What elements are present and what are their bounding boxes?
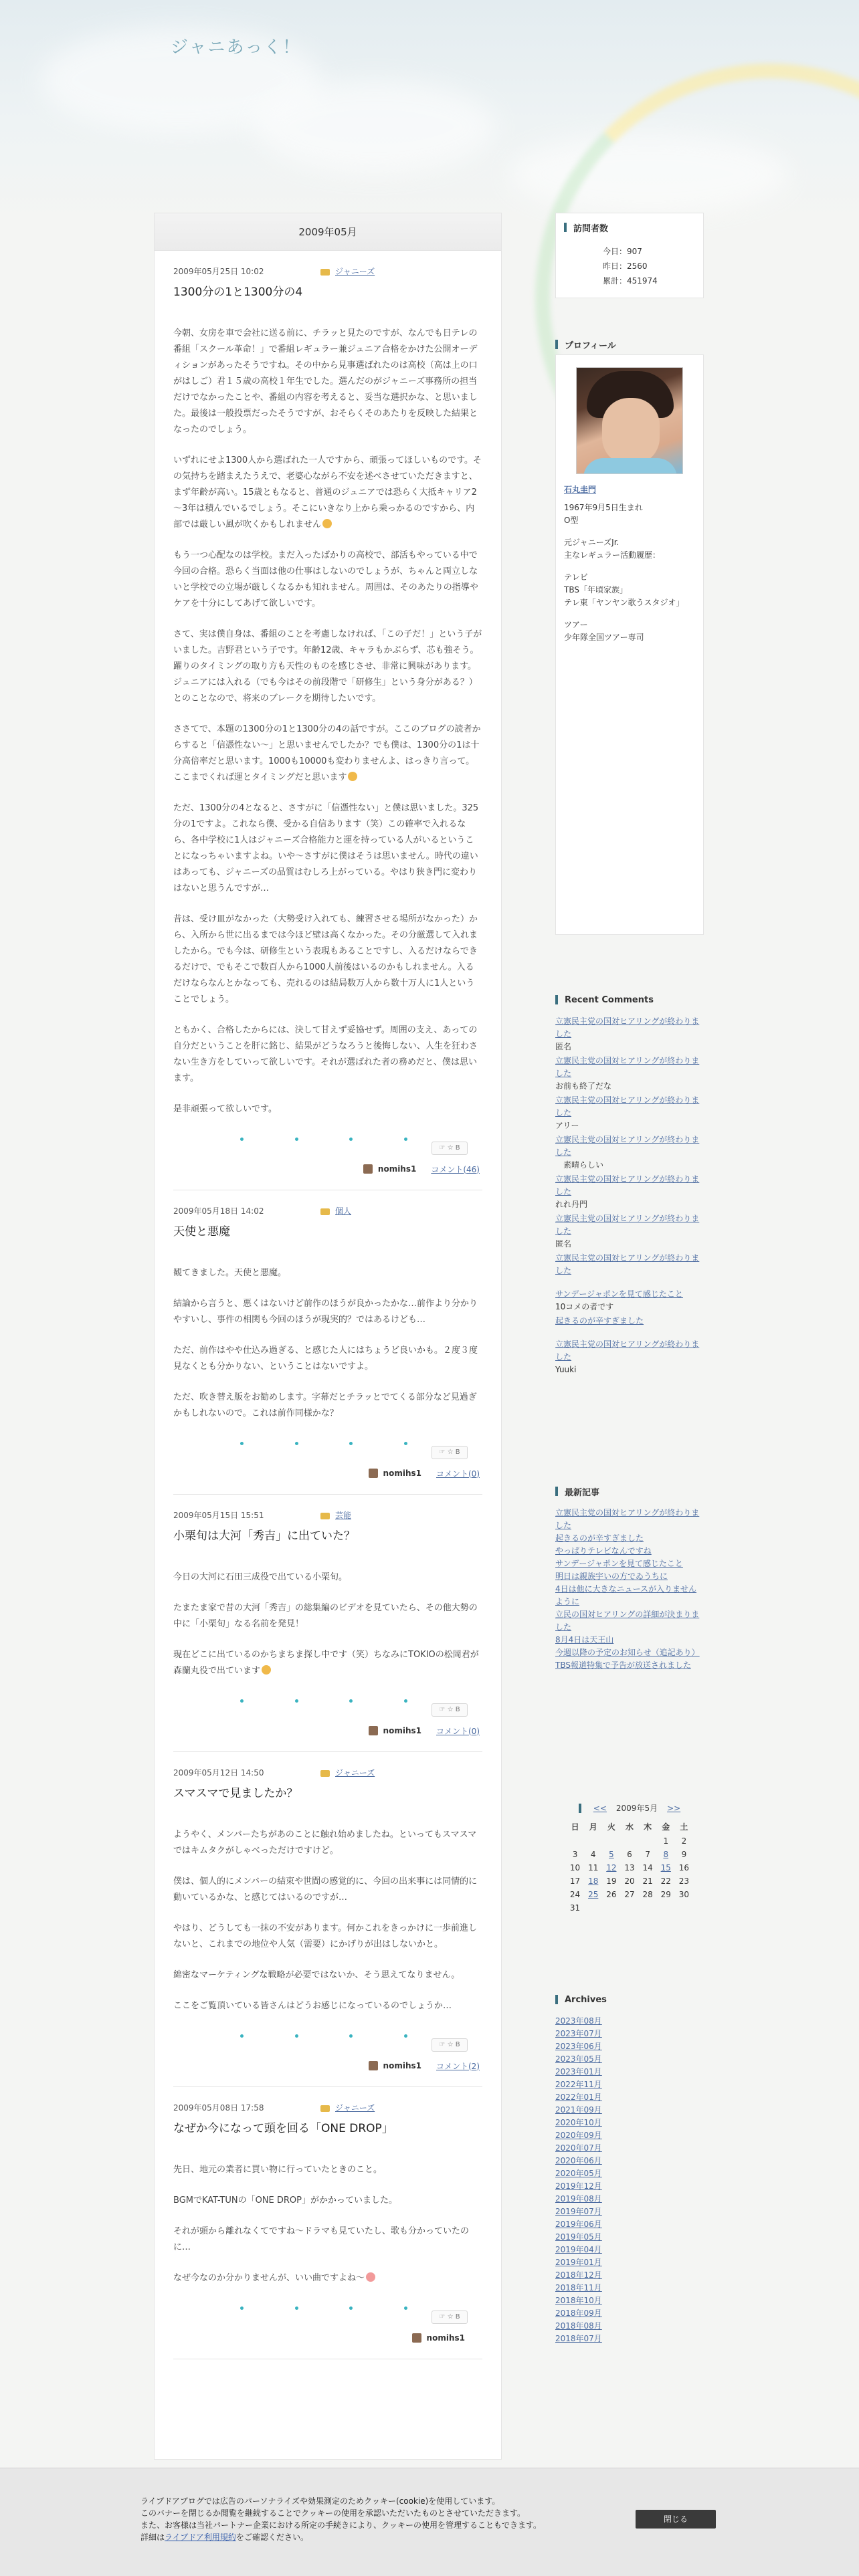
calendar-week-row xyxy=(566,1834,693,1848)
entry-paragraph: やはり、どうしても一抹の不安があります。何かこれをきっかけに一歩前進しないと、これまでの地位や人気（需要）にかげりが出はしないかと。 xyxy=(173,1923,477,1949)
share-dots xyxy=(240,2034,407,2038)
profile-line: テレ東「ヤンヤン歌うスタジオ」 xyxy=(564,598,684,607)
archive-link[interactable]: 2019年08月 xyxy=(555,2194,602,2204)
calendar-day[interactable]: 8 xyxy=(663,1850,669,1859)
archive-link[interactable]: 2020年06月 xyxy=(555,2156,602,2165)
entry-paragraph: 今朝、女房を車で会社に送る前に、チラッと見たのですが、なんでも日テレの番組「スクール革命！」で番組レギュラー兼ジュニア合格をかけた公開オーディションがあったそうですね。その中から見事選ばれたのは高校（高は上の口がはしご）君１５歳の高校１年生でした。選んだのがジャニーズ事務所の担当だけでなかったことや、番組の内容を考えると、妥当な選択かな、と思いました。最後は一般投票だったそうですが、おそらくそのあたりを反映した結果となったのでしょう。 xyxy=(173,328,478,435)
entry-category-link[interactable]: ジャニーズ xyxy=(335,267,375,276)
smile-emoji-icon xyxy=(322,519,332,528)
archive-link[interactable]: 2022年01月 xyxy=(555,2092,602,2102)
share-button[interactable]: ☞ ☆ B xyxy=(432,1142,468,1155)
entry-paragraph: 今日の大河に石田三成役で出ている小栗旬。 xyxy=(173,1572,348,1582)
calendar-day: 4 xyxy=(590,1850,596,1859)
entry-paragraph: 観てきました。天使と悪魔。 xyxy=(173,1268,287,1278)
folder-icon xyxy=(320,1513,330,1519)
calendar-week-row xyxy=(566,1874,693,1888)
entry-author: nomihs1 xyxy=(383,2061,421,2070)
calendar-day: 2 xyxy=(681,1836,687,1846)
social-share-icon[interactable] xyxy=(349,1699,353,1703)
calendar-day: 27 xyxy=(624,1890,635,1899)
archive-link[interactable]: 2020年10月 xyxy=(555,2118,602,2127)
profile-line: 元ジャニーズJr. xyxy=(564,538,619,547)
entry-category-link[interactable]: ジャニーズ xyxy=(335,1768,375,1778)
calendar-day: 7 xyxy=(645,1850,650,1859)
calendar-day xyxy=(639,1834,657,1848)
calendar-day: 11 xyxy=(588,1863,599,1872)
archive-link[interactable]: 2023年08月 xyxy=(555,2016,602,2026)
profile-name-link[interactable]: 石丸圭門 xyxy=(564,485,597,494)
calendar-day: 14 xyxy=(642,1863,653,1872)
entry-divider xyxy=(173,2086,482,2087)
share-dots xyxy=(240,1699,407,1703)
profile-details xyxy=(564,502,695,644)
share-row xyxy=(173,1436,482,1463)
header-background xyxy=(0,0,859,221)
archives-widget xyxy=(555,1990,704,2345)
share-dots xyxy=(240,1138,407,1141)
calendar-day: 20 xyxy=(624,1876,635,1886)
entry-date: 2009年05月15日 15:51 xyxy=(173,1511,264,1520)
calendar-day: 31 xyxy=(569,1903,581,1913)
archive-link[interactable]: 2020年05月 xyxy=(555,2169,602,2178)
recent-comment-item xyxy=(555,1252,704,1277)
counter-today: 今日：907 xyxy=(603,247,642,256)
entry-date: 2009年05月12日 14:50 xyxy=(173,1768,264,1778)
profile-line: ツアー xyxy=(564,620,588,629)
social-share-icon[interactable] xyxy=(349,2306,353,2310)
recent-comment-link[interactable]: 立憲民主党の国対ヒアリングが終わりました xyxy=(555,1016,700,1039)
entry-date: 2009年05月25日 10:02 xyxy=(173,267,264,276)
social-share-icon[interactable] xyxy=(240,2306,244,2310)
recent-comment-author: 素晴らしい xyxy=(555,1160,604,1170)
calendar-week-row xyxy=(566,1901,693,1915)
recent-entry-link[interactable]: やっぱりテレビなんですね xyxy=(555,1546,652,1555)
entry-meta xyxy=(173,1205,482,1216)
share-dots xyxy=(240,1442,407,1445)
recent-comment-link[interactable]: 立憲民主党の国対ヒアリングが終わりました xyxy=(555,1214,700,1236)
calendar-day xyxy=(620,1834,638,1848)
social-share-icon[interactable] xyxy=(404,1442,407,1445)
recent-entry-link[interactable]: 今週以降の予定のお知らせ（追記あり） xyxy=(555,1648,700,1657)
calendar-day: 1 xyxy=(663,1836,669,1846)
calendar-weekday: 金 xyxy=(662,1822,670,1832)
recent-comments-widget xyxy=(555,990,704,1378)
recent-entry-link[interactable]: 明日は親族宇いの方でゐうちに xyxy=(555,1572,668,1581)
folder-icon xyxy=(320,1770,330,1777)
entry-paragraph: たまたま家で昔の大河「秀吉」の総集編のビデオを見ていたら、その他大勢の中に「小栗旬」なる名前を発見！ xyxy=(173,1603,478,1629)
site-title[interactable]: ジャニあっく！ xyxy=(171,37,302,58)
calendar-day: 30 xyxy=(678,1890,690,1899)
social-share-icon[interactable] xyxy=(295,2034,298,2038)
recent-comments-heading: Recent Comments xyxy=(555,990,704,1010)
calendar-day: 19 xyxy=(606,1876,617,1886)
archive-link[interactable]: 2020年07月 xyxy=(555,2143,602,2153)
recent-comment-link[interactable]: 立憲民主党の国対ヒアリングが終わりました xyxy=(555,1056,700,1078)
social-share-icon[interactable] xyxy=(240,1442,244,1445)
entry-footer xyxy=(173,1463,482,1483)
cookie-close-button[interactable]: 閉じる xyxy=(636,2510,716,2529)
calendar-widget xyxy=(555,1802,704,1915)
recent-entry-link[interactable]: 起きるのが辛すぎました xyxy=(555,1533,644,1543)
folder-icon xyxy=(320,1208,330,1215)
calendar-day[interactable]: 18 xyxy=(588,1876,599,1886)
social-share-icon[interactable] xyxy=(349,1138,353,1141)
archives-list xyxy=(555,2015,704,2345)
entry-paragraph: 現在どこに出ているのかちまちま探し中です（笑）ちなみにTOKIOの松岡君が森蘭丸役で出ています xyxy=(173,1650,479,1676)
calendar-day: 10 xyxy=(569,1863,581,1872)
entry-footer xyxy=(173,2328,482,2348)
archive-link[interactable]: 2018年11月 xyxy=(555,2283,602,2292)
counter-total: 累計：451974 xyxy=(603,276,658,286)
social-share-icon[interactable] xyxy=(295,2306,298,2310)
archive-link[interactable]: 2023年05月 xyxy=(555,2054,602,2064)
calendar-day xyxy=(584,1834,602,1848)
profile-line: O型 xyxy=(564,516,579,525)
recent-comment-author: 10コメの者です xyxy=(555,1302,614,1311)
entry-paragraph: ただ、1300分の4となると、さすがに「信憑性ない」と僕は思いました。325分の1ですよ。これなら僕、受かる自信あります（笑）この確率で入れるなら、各中学校に1人はジャニーズ合格能力と運を持っている人がいるということになっちゃいますよね。いや～さすがに僕はそうは思いません。時代の違いはあっても、ジャニーズの品質はむしろ上がっている。やはり狭き門に変わりはないと思うんですが… xyxy=(173,803,479,893)
entry-comments-link[interactable]: コメント(2) xyxy=(436,2061,480,2071)
entry-footer xyxy=(173,2056,482,2076)
entry-paragraph: さて、実は僕自身は、番組のことを考慮しなければ、「この子だ！」という子がいました。吉野君という子です。年齢12歳、キャラもかぶらず、芯も強そう。躍りのタイミングの取り方も天性のものを感じさせ、非常に興味があります。ジュニアには入れる（でも今はその前段階で「研修生」という身分がある？）とのことなので、将来のブレークを期待したいです。 xyxy=(173,629,482,704)
entry-title[interactable]: 小栗旬は大河「秀吉」に出ていた？ xyxy=(173,1529,355,1543)
recent-comment-link[interactable]: 立憲民主党の国対ヒアリングが終わりました xyxy=(555,1339,700,1362)
share-button[interactable]: ☞ ☆ B xyxy=(432,1446,468,1459)
entry-body xyxy=(173,2162,482,2286)
recent-comment-link[interactable]: 立憲民主党の国対ヒアリングが終わりました xyxy=(555,1095,700,1117)
entry-title[interactable]: なぜか今になって頭を回る「ONE DROP」 xyxy=(173,2122,393,2135)
entry-paragraph: ただ、前作はやや仕込み過ぎる、と感じた人にはちょうど良いかも。２度３度見なくとも分かりない、ということはないですよ。 xyxy=(173,1346,478,1372)
archive-link[interactable]: 2018年12月 xyxy=(555,2270,602,2280)
calendar-day xyxy=(602,1834,620,1848)
recent-entries-heading: 最新記事 xyxy=(555,1481,704,1501)
calendar-day: 6 xyxy=(627,1850,632,1859)
social-share-icon[interactable] xyxy=(404,1138,407,1141)
entry-paragraph: ともかく、合格したからには、決して甘えず妥協せず。周囲の支え、あっての自分だということを肝に銘じ、結果がどうなろうと後悔しない、人生を狂わさない生き方をしていって欲しいです。それが選ばれた者の務めだと、僕は思います。 xyxy=(173,1025,478,1083)
entry-paragraph: 是非頑張って欲しいです。 xyxy=(173,1104,277,1114)
social-share-icon[interactable] xyxy=(349,2034,353,2038)
entry-paragraph: BGMでKAT-TUNの「ONE DROP」がかかっていました。 xyxy=(173,2195,398,2206)
entry-list xyxy=(155,265,501,2359)
recent-comment-author: れれ丹門 xyxy=(555,1200,588,1209)
entry-body xyxy=(173,326,482,1117)
entry-body xyxy=(173,1827,482,2014)
calendar-day: 17 xyxy=(569,1876,581,1886)
entry-meta xyxy=(173,1767,482,1778)
calendar-day[interactable]: 25 xyxy=(588,1890,599,1899)
calendar-weekday: 月 xyxy=(589,1822,597,1832)
calendar-day: 22 xyxy=(660,1876,671,1886)
recent-entry-link[interactable]: 立憲民主党の国対ヒアリングが終わりました xyxy=(555,1508,700,1530)
calendar-weekday: 日 xyxy=(571,1822,579,1832)
recent-entry-link[interactable]: サンデージャポンを見て感じたこと xyxy=(555,1559,683,1568)
profile-widget xyxy=(555,334,704,935)
entry-comments-link[interactable]: コメント(0) xyxy=(436,1726,480,1736)
entry-footer xyxy=(173,1159,482,1179)
counter-yesterday: 昨日：2560 xyxy=(603,261,648,271)
share-row xyxy=(173,2029,482,2056)
entry-author: nomihs1 xyxy=(383,1726,421,1735)
calendar-day xyxy=(602,1901,620,1915)
entry-paragraph: 僕は、個人的にメンバーの結束や世間の感覚的に、今回の出来事には同情的に動いているかな、と感じてはいるのですが… xyxy=(173,1876,478,1903)
entry-paragraph: ようやく、メンバーたちがあのことに触れ始めましたね。といってもスマスマではキムタクがしゃべっただけですけど。 xyxy=(173,1830,477,1856)
entry-paragraph: それが頭から離れなくてですね～ドラマも見ていたし、歌も分かっていたのに… xyxy=(173,2226,470,2252)
archive-link[interactable]: 2021年09月 xyxy=(555,2105,602,2115)
calendar-month: 2009年5月 xyxy=(615,1804,658,1813)
profile-box xyxy=(555,354,704,935)
calendar-weekday: 土 xyxy=(680,1822,688,1832)
entry-category-link[interactable]: 芸能 xyxy=(335,1511,352,1520)
share-button[interactable]: ☞ ☆ B xyxy=(432,1703,468,1717)
entry-author: nomihs1 xyxy=(377,1164,417,1174)
folder-icon xyxy=(320,2105,330,2112)
recent-comment-author: 匿名 xyxy=(555,1042,572,1051)
profile-line: TBS「年頃家族」 xyxy=(564,585,628,595)
entry-comments-link[interactable]: コメント(0) xyxy=(436,1469,480,1479)
calendar-day xyxy=(675,1901,693,1915)
recent-comment-item xyxy=(555,1094,704,1132)
month-heading: 2009年05月 xyxy=(155,213,501,251)
calendar-day: 29 xyxy=(660,1890,671,1899)
entry-paragraph: もう一つ心配なのは学校。まだ入ったばかりの高校で、部活もやっている中で今回の合格。恐らく当面は他の仕事はしないのでしょうが、ちゃんと両立しないと学校での立場が厳しくなるかも知れません。周囲は、そのあたりの指導やケアを十分にしてあげて欲しいです。 xyxy=(173,550,478,609)
recent-comment-link[interactable]: 立憲民主党の国対ヒアリングが終わりました xyxy=(555,1253,700,1275)
recent-comment-item xyxy=(555,1134,704,1172)
cookie-banner xyxy=(0,2468,859,2576)
calendar-week-row xyxy=(566,1861,693,1874)
recent-entry-link[interactable]: TBS報道特集で予告が放送されました xyxy=(555,1660,691,1670)
calendar-table xyxy=(566,1819,693,1915)
author-avatar xyxy=(369,1469,378,1478)
calendar-week-row xyxy=(566,1848,693,1861)
author-avatar xyxy=(363,1164,373,1174)
calendar-day[interactable]: 5 xyxy=(609,1850,614,1859)
recent-comment-author: アリー xyxy=(555,1121,579,1130)
archive-link[interactable]: 2019年05月 xyxy=(555,2232,602,2242)
entry-meta xyxy=(173,265,482,277)
archive-link[interactable]: 2018年08月 xyxy=(555,2321,602,2331)
social-share-icon[interactable] xyxy=(404,2034,407,2038)
archive-link[interactable]: 2023年07月 xyxy=(555,2029,602,2038)
calendar-nav xyxy=(555,1802,704,1814)
recent-comment-item xyxy=(555,1288,704,1313)
calendar-day: 16 xyxy=(678,1863,690,1872)
calendar-day: 24 xyxy=(569,1890,581,1899)
folder-icon xyxy=(320,269,330,276)
entry-title[interactable]: 天使と悪魔 xyxy=(173,1225,230,1239)
recent-comments-list xyxy=(555,1015,704,1376)
calendar-day: 21 xyxy=(642,1876,653,1886)
calendar-day[interactable]: 15 xyxy=(660,1863,671,1872)
archive-link[interactable]: 2019年12月 xyxy=(555,2181,602,2191)
smile-emoji-icon xyxy=(348,772,357,781)
calendar-day xyxy=(584,1901,602,1915)
blog-entry xyxy=(155,265,501,1190)
calendar-day: 28 xyxy=(642,1890,653,1899)
entry-footer xyxy=(173,1721,482,1741)
entry-category-link[interactable]: ジャニーズ xyxy=(335,2103,375,2113)
author-avatar xyxy=(369,2061,378,2070)
calendar-day: 13 xyxy=(624,1863,635,1872)
calendar-day xyxy=(639,1901,657,1915)
archive-link[interactable]: 2019年04月 xyxy=(555,2245,602,2254)
recent-comment-item xyxy=(555,1338,704,1376)
share-button[interactable]: ☞ ☆ B xyxy=(432,2038,468,2052)
archive-link[interactable]: 2023年06月 xyxy=(555,2042,602,2051)
profile-line: 1967年9月5日生まれ xyxy=(564,503,643,512)
share-row xyxy=(173,1132,482,1159)
recent-comment-item xyxy=(555,1212,704,1251)
archive-link[interactable]: 2018年07月 xyxy=(555,2334,602,2343)
share-row xyxy=(173,2301,482,2328)
blog-entry xyxy=(155,1767,501,2087)
archive-link[interactable]: 2019年06月 xyxy=(555,2220,602,2229)
calendar-weekday: 水 xyxy=(625,1822,634,1832)
entry-paragraph: ここをご覧頂いている皆さんはどうお感じになっているのでしょうか… xyxy=(173,2001,452,2011)
archive-link[interactable]: 2023年01月 xyxy=(555,2067,602,2076)
blog-entry xyxy=(155,2102,501,2359)
calendar-day xyxy=(657,1901,675,1915)
recent-comment-item xyxy=(555,1055,704,1093)
author-avatar xyxy=(412,2333,421,2343)
share-row xyxy=(173,1694,482,1721)
entry-body xyxy=(173,1570,482,1679)
entry-title[interactable]: 1300分の1と1300分の4 xyxy=(173,286,303,299)
social-share-icon[interactable] xyxy=(404,1699,407,1703)
terms-link[interactable]: ライブドア利用規約 xyxy=(165,2533,236,2542)
counter-widget xyxy=(555,213,704,298)
calendar-week-row xyxy=(566,1888,693,1901)
share-dots xyxy=(240,2306,407,2310)
recent-comment-author: Yuuki xyxy=(555,1365,577,1374)
entry-paragraph: いずれにせよ1300人から選ばれた一人ですから、頑張ってほしいものです。その気持ちを踏まえたうえで、老婆心ながら不安を述べさせていただきますと、まず年齢が高い。15歳ともなると、普通のジュニアでは恐らく大抵キャリア2～3年は積んでいるでしょう。そこにいきなり上から乗っかるのですから、内部では厳しい風が吹くかもしれません xyxy=(173,455,482,530)
recent-comment-item xyxy=(555,1173,704,1211)
calendar-day: 26 xyxy=(606,1890,617,1899)
archives-heading: Archives xyxy=(555,1990,704,2010)
smile-emoji-icon xyxy=(262,1665,271,1675)
recent-comment-link[interactable]: 立憲民主党の国対ヒアリングが終わりました xyxy=(555,1174,700,1196)
recent-entry-link[interactable]: 4日は他に大きなニュースが入りませんように xyxy=(555,1584,697,1606)
entry-meta xyxy=(173,2102,482,2113)
blog-entry xyxy=(155,1205,501,1495)
calendar-day: 23 xyxy=(678,1876,690,1886)
entry-body xyxy=(173,1265,482,1422)
entry-paragraph: ただ、吹き替え版をお勧めします。字幕だとチラッとでてくる部分など見過ぎかもしれないので。これは前作同様かな？ xyxy=(173,1392,477,1418)
entry-divider xyxy=(173,1751,482,1752)
social-share-icon[interactable] xyxy=(295,1138,298,1141)
profile-line: テレビ xyxy=(564,572,588,582)
main-column xyxy=(154,213,502,2460)
recent-entry-link[interactable]: 8月4日は天王山 xyxy=(555,1635,614,1644)
calendar-day: 3 xyxy=(572,1850,578,1859)
archive-link[interactable]: 2020年09月 xyxy=(555,2131,602,2140)
entry-paragraph: 先日、地元の業者に買い物に行っていたときのこと。 xyxy=(173,2165,383,2175)
entry-author: nomihs1 xyxy=(383,1469,421,1478)
calendar-day: 9 xyxy=(681,1850,687,1859)
recent-comment-item xyxy=(555,1015,704,1053)
profile-line: 主なレギュラー活動履歴： xyxy=(564,550,661,560)
heart-emoji-icon xyxy=(366,2272,375,2282)
recent-entries-widget xyxy=(555,1481,704,1672)
calendar-day xyxy=(620,1901,638,1915)
archive-link[interactable]: 2019年01月 xyxy=(555,2258,602,2267)
social-share-icon[interactable] xyxy=(295,1442,298,1445)
social-share-icon[interactable] xyxy=(404,2306,407,2310)
recent-comment-link[interactable]: 立憲民主党の国対ヒアリングが終わりました xyxy=(555,1135,700,1157)
entry-paragraph: なぜ今なのか分かりませんが、いい曲ですよね～ xyxy=(173,2270,482,2286)
cookie-notice-text: ライブドアブログでは広告のパーソナライズや効果測定のためクッキー(cookie)を使用しています。 このバナーを閉じるか閲覧を継続することでクッキーの使用を承認いただいたものとさせていただきます。 また、お客様は当社パートナー企業における所定の手続きにより、クッキーの使用を管理することもできます。 詳細はライブドア利用規約をご確認ください。 xyxy=(140,2496,542,2542)
social-share-icon[interactable] xyxy=(240,1138,244,1141)
calendar-prev-link[interactable]: << xyxy=(593,1803,607,1813)
profile-heading: プロフィール xyxy=(555,334,704,354)
archive-link[interactable]: 2018年09月 xyxy=(555,2309,602,2318)
calendar-weekday: 木 xyxy=(644,1822,652,1832)
entry-paragraph: 昔は、受け皿がなかった（大勢受け入れても、練習させる場所がなかった）から、入所から世に出るまでは今ほど壁は高くなかった。その分厳選して入れましたから。でも今は、研修生という表現もあることですし、入るだけならできるだけで、でもそこで数百人から1000人前後はいるのかもしれません。入るだけならなんとかなっても、売れるのは結局数万人から数十万人に1人ということでしょう。 xyxy=(173,914,478,1004)
entry-meta xyxy=(173,1509,482,1521)
social-share-icon[interactable] xyxy=(240,2034,244,2038)
entry-comments-link[interactable]: コメント(46) xyxy=(431,1164,480,1174)
entry-date: 2009年05月18日 14:02 xyxy=(173,1206,264,1216)
calendar-day[interactable]: 12 xyxy=(606,1863,617,1872)
entry-paragraph: ささてで、本題の1300分の1と1300分の4の話ですが。ここのブログの読者からすると「信憑性ない～」と思いませんでしたか？でも僕は、1300分の1は十分高倍率だと思います。1000も10000も変わりませんよ、はっきり言って。ここまでくれば運とタイミングだと思います xyxy=(173,724,481,782)
recent-comment-link[interactable]: サンデージャポンを見て感じたこと xyxy=(555,1289,683,1299)
calendar-day xyxy=(566,1834,584,1848)
social-share-icon[interactable] xyxy=(240,1699,244,1703)
entry-author: nomihs1 xyxy=(426,2333,465,2343)
recent-comment-author: 匿名 xyxy=(555,1239,572,1249)
social-share-icon[interactable] xyxy=(349,1442,353,1445)
recent-comment-link[interactable]: 起きるのが辛すぎました xyxy=(555,1316,644,1325)
calendar-weekday-row xyxy=(566,1819,693,1834)
recent-comment-author: お前も終了だな xyxy=(555,1081,612,1091)
social-share-icon[interactable] xyxy=(295,1699,298,1703)
profile-line: 少年隊全国ツアー専司 xyxy=(564,633,644,642)
calendar-weekday: 火 xyxy=(607,1822,615,1832)
entry-date: 2009年05月08日 17:58 xyxy=(173,2103,264,2113)
recent-comment-item xyxy=(555,1315,704,1327)
profile-photo xyxy=(576,367,683,474)
blog-entry xyxy=(155,1509,501,1752)
archive-link[interactable]: 2022年11月 xyxy=(555,2080,602,2089)
entry-divider xyxy=(173,1494,482,1495)
entry-title[interactable]: スマスマで見ましたか？ xyxy=(173,1787,298,1800)
counter-heading: 訪問者数 xyxy=(556,217,703,237)
archive-link[interactable]: 2018年10月 xyxy=(555,2296,602,2305)
entry-paragraph: 結論から言うと、悪くはないけど前作のほうが良かったかな…前作より分かりやすいし、事件の相関も今回のほうが現実的？ではあるけども… xyxy=(173,1299,478,1325)
author-avatar xyxy=(369,1726,378,1735)
share-button[interactable]: ☞ ☆ B xyxy=(432,2311,468,2324)
entry-category-link[interactable]: 個人 xyxy=(335,1206,352,1216)
archive-link[interactable]: 2019年07月 xyxy=(555,2207,602,2216)
calendar-next-link[interactable]: >> xyxy=(667,1803,681,1813)
recent-entries-list xyxy=(555,1507,704,1672)
entry-paragraph: 綿密なマーケティングな戦略が必要ではないか、そう思えてなりません。 xyxy=(173,1970,460,1980)
recent-entry-link[interactable]: 立民の国対ヒアリングの詳細が決まりました xyxy=(555,1610,700,1632)
